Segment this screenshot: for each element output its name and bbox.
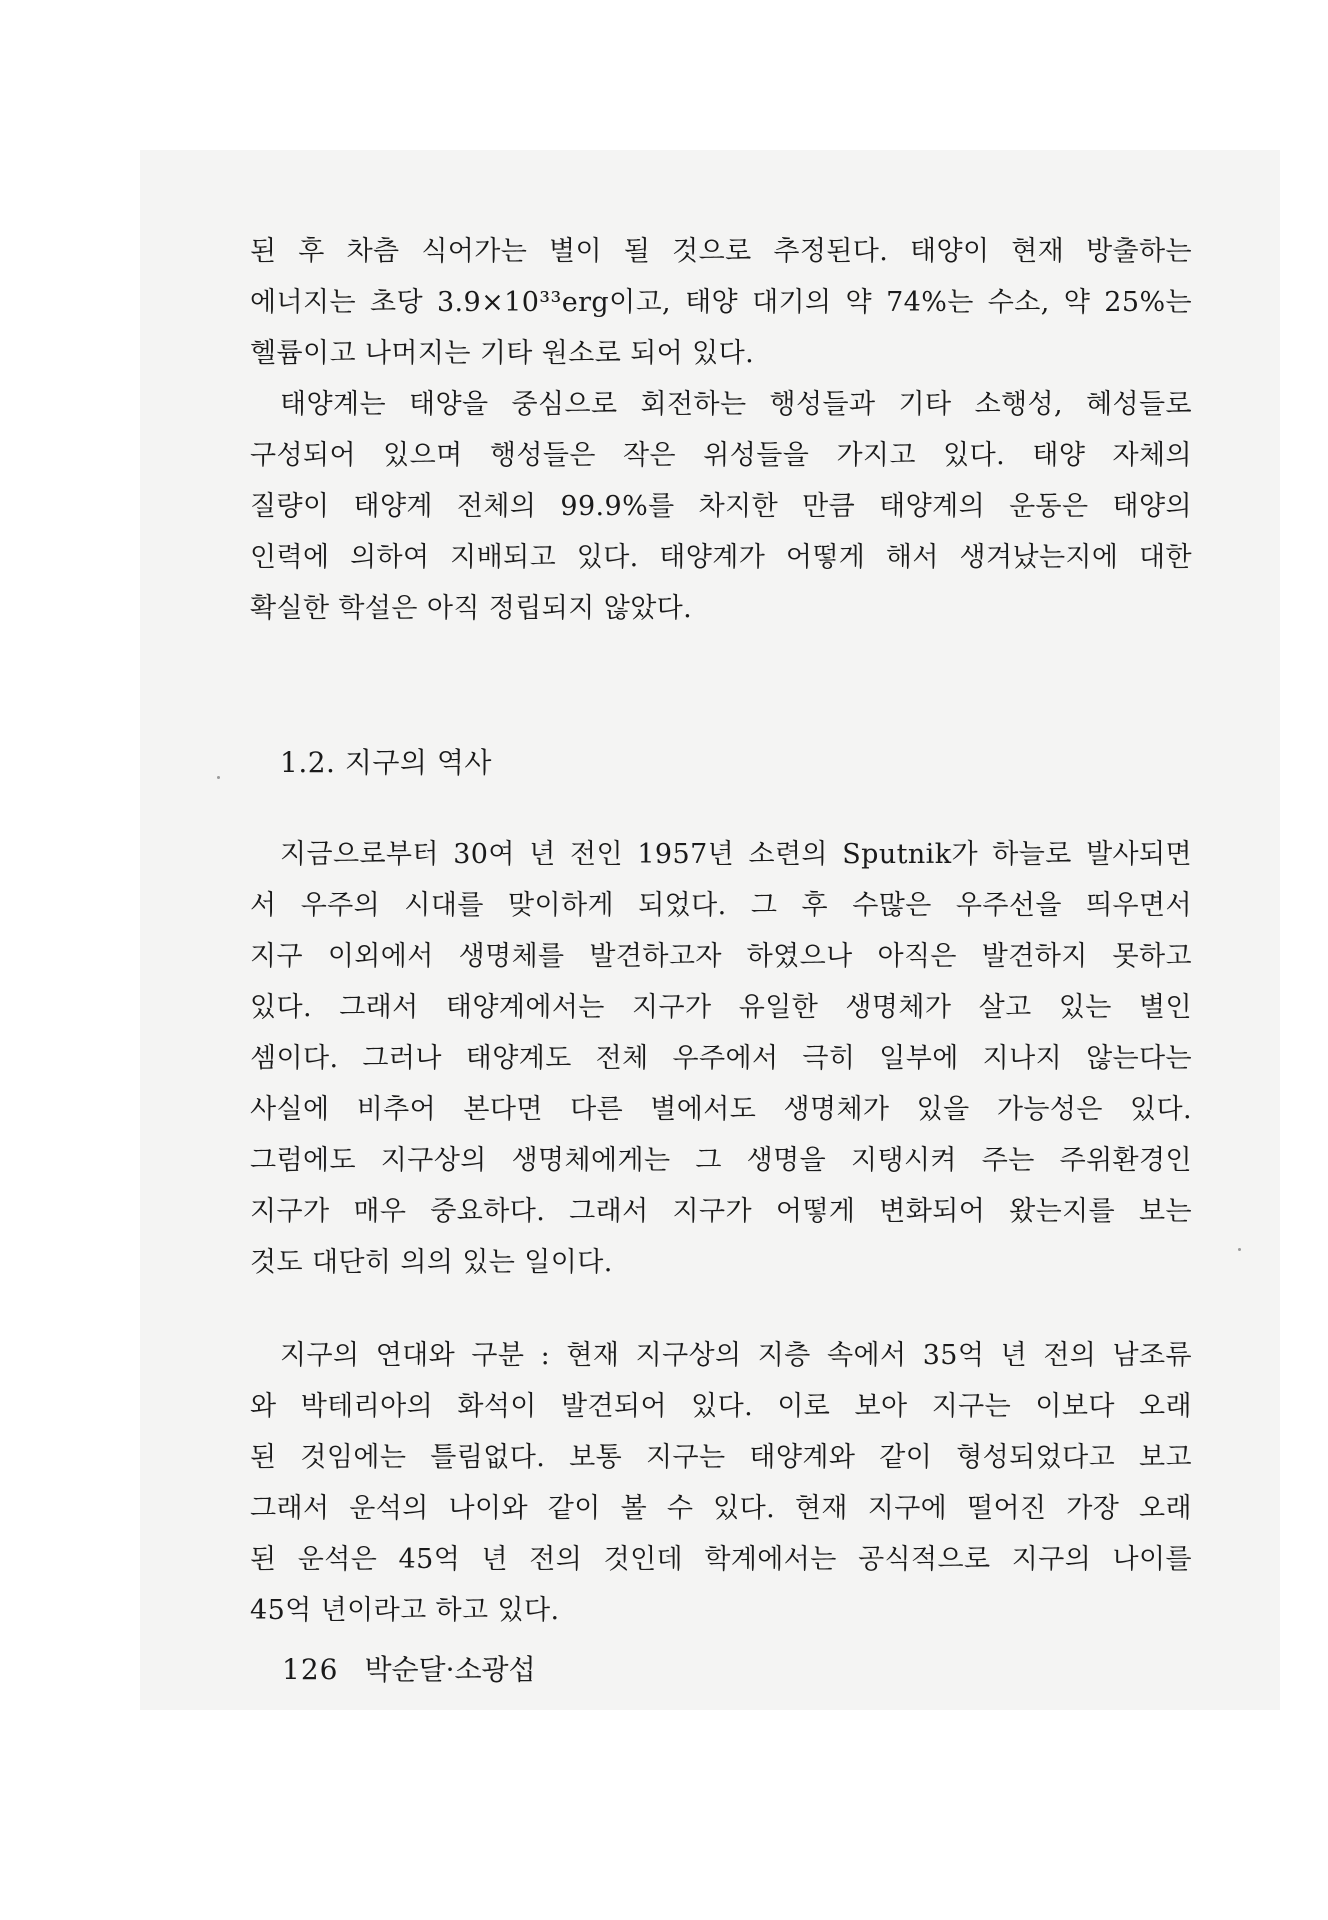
page-number: 126 xyxy=(282,1653,339,1686)
page-body xyxy=(250,226,1192,1636)
scan-speck xyxy=(217,776,220,779)
text-line: 지금으로부터 30여 년 전인 1957년 소련의 Sputnik가 하늘로 발사되면 xyxy=(280,839,1192,870)
page-footer xyxy=(282,1650,536,1690)
text-line: 헬륨이고 나머지는 기타 원소로 되어 있다. xyxy=(250,338,755,369)
text-line: 확실한 학설은 아직 정립되지 않았다. xyxy=(250,593,693,624)
author-names: 박순달·소광섭 xyxy=(364,1653,536,1686)
text-line: 있다. 그래서 태양계에서는 지구가 유일한 생명체가 살고 있는 별인 xyxy=(250,992,1192,1023)
paragraph-earth-age xyxy=(250,1330,1192,1636)
text-line: 서 우주의 시대를 맞이하게 되었다. 그 후 수많은 우주선을 띄우면서 xyxy=(250,890,1192,921)
text-line: 그래서 운석의 나이와 같이 볼 수 있다. 현재 지구에 떨어진 가장 오래 xyxy=(250,1493,1192,1524)
text-line: 지구의 연대와 구분 : 현재 지구상의 지층 속에서 35억 년 전의 남조류 xyxy=(280,1340,1192,1371)
text-line: 에너지는 초당 3.9×10³³erg이고, 태양 대기의 약 74%는 수소, 약 25%는 xyxy=(250,287,1192,318)
text-line: 지구가 매우 중요하다. 그래서 지구가 어떻게 변화되어 왔는지를 보는 xyxy=(250,1196,1192,1227)
section-heading: 1.2. 지구의 역사 xyxy=(280,746,492,779)
text-line: 그럼에도 지구상의 생명체에게는 그 생명을 지탱시켜 주는 주위환경인 xyxy=(250,1145,1192,1176)
paragraph-solar-system xyxy=(250,379,1192,634)
text-line: 사실에 비추어 본다면 다른 별에서도 생명체가 있을 가능성은 있다. xyxy=(250,1094,1192,1125)
paragraph-gap xyxy=(250,1288,1192,1330)
text-line: 것도 대단히 의의 있는 일이다. xyxy=(250,1247,613,1278)
text-line: 된 것임에는 틀림없다. 보통 지구는 태양계와 같이 형성되었다고 보고 xyxy=(250,1442,1192,1473)
text-line: 질량이 태양계 전체의 99.9%를 차지한 만큼 태양계의 운동은 태양의 xyxy=(250,491,1192,522)
text-line: 셈이다. 그러나 태양계도 전체 우주에서 극히 일부에 지나지 않는다는 xyxy=(250,1043,1192,1074)
text-line: 와 박테리아의 화석이 발견되어 있다. 이로 보아 지구는 이보다 오래 xyxy=(250,1391,1192,1422)
text-line: 된 후 차츰 식어가는 별이 될 것으로 추정된다. 태양이 현재 방출하는 xyxy=(250,236,1192,267)
text-line: 45억 년이라고 하고 있다. xyxy=(250,1595,560,1626)
text-line: 된 운석은 45억 년 전의 것인데 학계에서는 공식적으로 지구의 나이를 xyxy=(250,1544,1192,1575)
text-line: 지구 이외에서 생명체를 발견하고자 하였으나 아직은 발견하지 못하고 xyxy=(250,941,1192,972)
text-line: 태양계는 태양을 중심으로 회전하는 행성들과 기타 소행성, 혜성들로 xyxy=(280,389,1192,420)
text-line: 구성되어 있으며 행성들은 작은 위성들을 가지고 있다. 태양 자체의 xyxy=(250,440,1192,471)
text-line: 인력에 의하여 지배되고 있다. 태양계가 어떻게 해서 생겨났는지에 대한 xyxy=(250,542,1192,573)
paragraph-solar-energy xyxy=(250,226,1192,379)
scan-speck xyxy=(1238,1248,1241,1251)
paragraph-space-age xyxy=(250,829,1192,1288)
